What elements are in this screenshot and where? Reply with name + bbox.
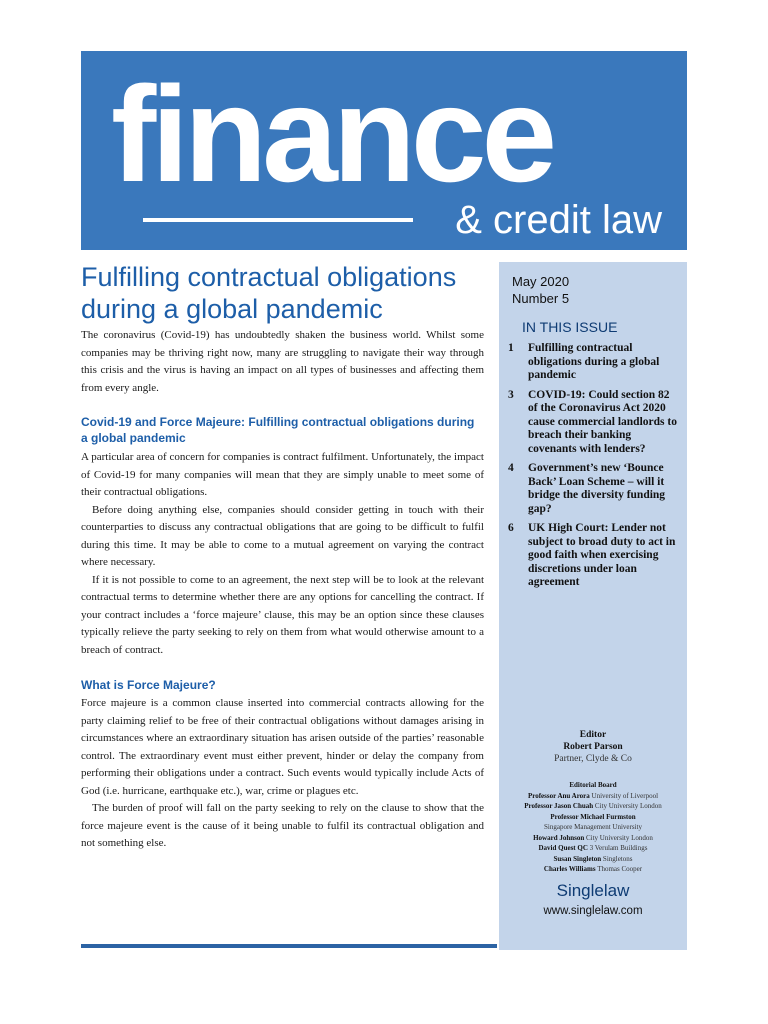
publisher-name: Singlelaw: [556, 881, 630, 900]
section2-paragraph: Force majeure is a common clause inserted into commercial contracts allowing for the party claiming relief to be free of their contractual obligations without damages arising in circumstances where an extraordinary situation has arisen outside of the parties’ reasonable control. The extraordinary event must either prevent, hinder or delay the company from performing their obligations under a contract. Such events would typically include Acts of God (i.e. hurricane, earthquake etc.), war, crime or plagues etc.: [81, 697, 484, 797]
board-member: [499, 801, 687, 812]
board-member-name: David Quest QC: [538, 844, 588, 852]
editor-label: Editor: [579, 730, 607, 740]
editor-block: [499, 729, 687, 765]
toc-item[interactable]: [508, 462, 680, 516]
sidebar: [499, 262, 687, 950]
masthead-subtitle: & credit law: [455, 198, 662, 242]
section1-paragraph: If it is not possible to come to an agreement, the next step will be to look at the relevant contractual terms to determine whether there are any options for cancelling the contract. If your contract includes a ‘force majeure’ clause, this may be an option since these clauses typically relieve the party seeking to rely on them from what would otherwise amount to a breach of contract.: [81, 573, 484, 656]
toc-item[interactable]: [508, 342, 680, 383]
board-member-affiliation: City University London: [594, 802, 662, 810]
publisher-website-link[interactable]: www.singlelaw.com: [543, 905, 643, 917]
board-member: [499, 812, 687, 823]
toc-page-number: 3: [508, 388, 514, 401]
toc-title: Fulfilling contractual obligations during a global pandemic: [528, 342, 660, 381]
section1-paragraph: A particular area of concern for companies is contract fulfilment. Unfortunately, the impact of Covid-19 for many companies will mean that they are simply unable to meet some of their contractual obligations.: [81, 451, 484, 498]
board-member-affiliation: Thomas Cooper: [597, 865, 643, 873]
section-heading-what-is-force-majeure: What is Force Majeure?: [81, 678, 216, 692]
toc-page-number: 1: [508, 342, 514, 354]
in-this-issue-heading: IN THIS ISSUE: [522, 319, 618, 335]
article-intro: The coronavirus (Covid-19) has undoubtedly shaken the business world. Whilst some companies may be thriving right now, many are struggling to navigate their way through this crisis and the virus is having an impact on all types of businesses and affecting them from every angle.: [81, 329, 484, 394]
board-member-name: Howard Johnson: [533, 833, 585, 842]
toc-title: Government’s new ‘Bounce Back’ Loan Scheme – will it bridge the diversity funding gap?: [528, 462, 666, 515]
section-heading-force-majeure-covid: Covid-19 and Force Majeure: Fulfilling contractual obligations during a global pandemic: [81, 415, 475, 445]
board-member-name: Professor Jason Chuah: [524, 802, 594, 810]
toc-page-number: 4: [508, 462, 514, 474]
editorial-board-label: Editorial Board: [569, 781, 617, 789]
board-member-name: Professor Michael Furmston: [550, 812, 636, 821]
editorial-board: [499, 780, 687, 875]
board-member: [499, 843, 687, 854]
issue-date: May 2020: [512, 274, 570, 289]
board-member-affiliation: City University London: [586, 833, 653, 842]
bottom-rule: [81, 944, 497, 948]
section2-paragraph: The burden of proof will fall on the party seeking to rely on the clause to show that the force majeure event is the cause of it being unable to fulfil its contractual obligation and not something else.: [81, 802, 484, 849]
board-member-affiliation: 3 Verulam Buildings: [589, 844, 648, 852]
toc-title: UK High Court: Lender not subject to broad duty to act in good faith when exercising discretions under loan agreement: [528, 522, 676, 588]
board-member-affiliation: Singapore Management University: [544, 823, 642, 831]
toc-title: COVID-19: Could section 82 of the Coronavirus Act 2020 cause commercial landlords to breach their banking covenants with lenders?: [528, 388, 677, 455]
toc-page-number: 6: [508, 522, 514, 534]
board-member: [499, 864, 687, 875]
board-member: [499, 854, 687, 865]
board-member-name: Charles Williams: [543, 865, 596, 873]
board-member-affiliation: University of Liverpool: [591, 791, 659, 800]
editor-name: Robert Parson: [563, 742, 623, 752]
article: [81, 262, 484, 853]
board-member-affiliation: Singletons: [602, 854, 633, 863]
toc-item[interactable]: [508, 389, 680, 457]
masthead: [81, 51, 687, 250]
masthead-rule: [143, 218, 413, 222]
toc-item[interactable]: [508, 522, 680, 590]
board-member: [499, 791, 687, 802]
masthead-brand: finance: [111, 58, 553, 210]
board-member-name: Susan Singleton: [553, 854, 602, 863]
editor-affiliation: Partner, Clyde & Co: [554, 754, 632, 764]
article-headline: Fulfilling contractual obligations during a global pandemic: [81, 262, 457, 324]
board-member: [499, 822, 687, 833]
board-member: [499, 833, 687, 844]
section1-paragraph: Before doing anything else, companies should consider getting in touch with their counterparties to discuss any contractual obligations that are going to be difficult to fulfil during this time. It may be able to come to a mutual agreement on varying the contract where necessary.: [81, 503, 484, 568]
table-of-contents: [508, 342, 680, 596]
issue-number: Number 5: [512, 291, 570, 306]
board-member-name: Professor Anu Arora: [527, 791, 590, 800]
issue-info: [512, 273, 569, 307]
